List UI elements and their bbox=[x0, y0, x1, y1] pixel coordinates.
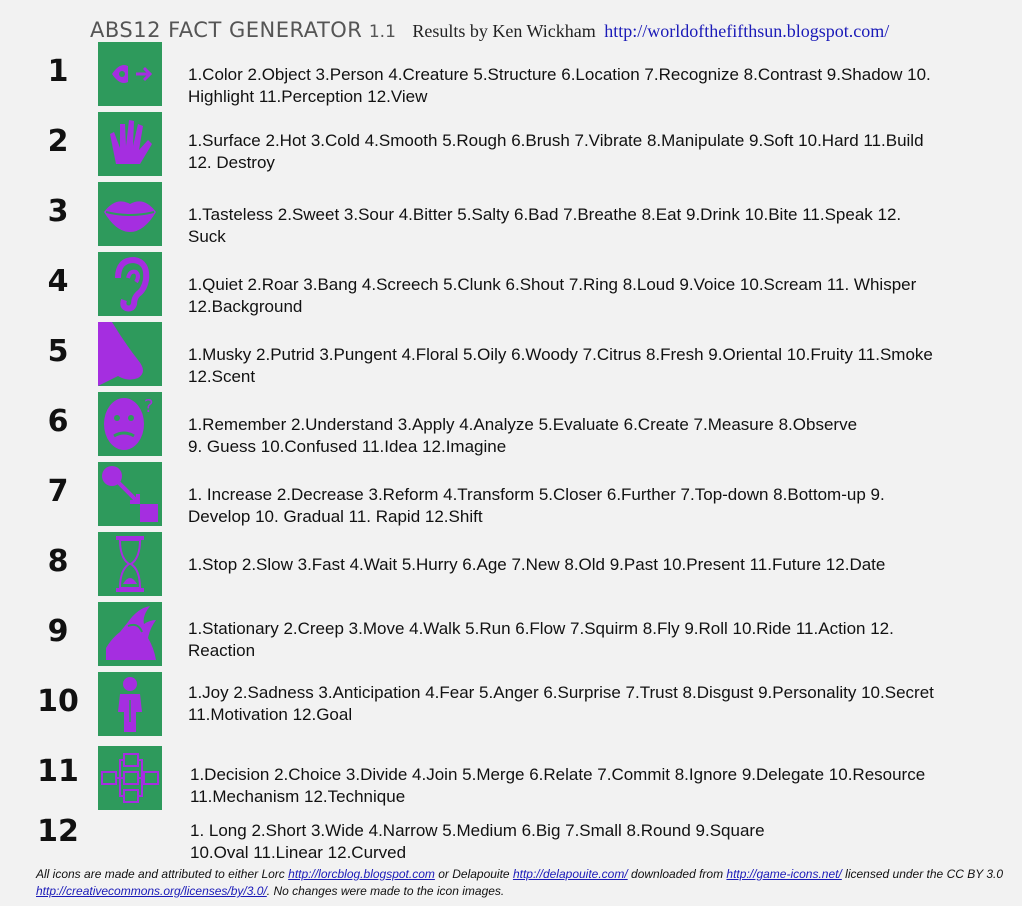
attribution-footer bbox=[36, 866, 1016, 900]
footer-text: All icons are made and attributed to either Lorc bbox=[36, 867, 289, 881]
license-link[interactable]: http://creativecommons.org/licenses/by/3.0/ bbox=[36, 884, 267, 898]
person-icon bbox=[98, 672, 162, 736]
row-line: 1.Quiet 2.Roar 3.Bang 4.Screech 5.Clunk 6.Shout 7.Ring 8.Loud 9.Voice 10.Scream 11. Whisper bbox=[188, 275, 917, 294]
row-line: 12.Scent bbox=[188, 367, 256, 386]
delapouite-link[interactable]: http://delapouite.com/ bbox=[512, 867, 628, 881]
ear-icon bbox=[98, 252, 162, 316]
row-line: Highlight 11.Perception 12.View bbox=[188, 87, 428, 106]
row-number: 7 bbox=[47, 474, 69, 509]
transform-icon bbox=[98, 462, 162, 526]
hand-icon bbox=[98, 112, 162, 176]
row-line: Develop 10. Gradual 11. Rapid 12.Shift bbox=[188, 507, 483, 526]
lips-icon bbox=[98, 182, 162, 246]
row-line: 9. Guess 10.Confused 11.Idea 12.Imagine bbox=[188, 437, 507, 456]
row-number: 12 bbox=[37, 814, 79, 849]
blog-link[interactable]: http://worldofthefifthsun.blogspot.com/ bbox=[604, 21, 890, 41]
game-icons-link[interactable]: http://game-icons.net/ bbox=[726, 867, 842, 881]
row-line: 1.Stationary 2.Creep 3.Move 4.Walk 5.Run 6.Flow 7.Squirm 8.Fly 9.Roll 10.Ride 11.Action 12. bbox=[188, 619, 894, 638]
row-text bbox=[188, 554, 1014, 576]
row-text bbox=[188, 484, 1014, 528]
lorc-link[interactable]: http://lorcblog.blogspot.com bbox=[288, 867, 435, 881]
row-line: 1.Surface 2.Hot 3.Cold 4.Smooth 5.Rough 6.Brush 7.Vibrate 8.Manipulate 9.Soft 10.Hard 11.Build bbox=[188, 131, 924, 150]
row-text bbox=[188, 618, 1014, 662]
row-text bbox=[188, 274, 1014, 318]
hourglass-icon bbox=[98, 532, 162, 596]
row-line: 1.Stop 2.Slow 3.Fast 4.Wait 5.Hurry 6.Age 7.New 8.Old 9.Past 10.Present 11.Future 12.Date bbox=[188, 555, 886, 574]
row-line: 1.Color 2.Object 3.Person 4.Creature 5.Structure 6.Location 7.Recognize 8.Contrast 9.Shadow 10. bbox=[188, 65, 931, 84]
row-line: 11.Motivation 12.Goal bbox=[188, 705, 353, 724]
row-number: 10 bbox=[37, 684, 79, 719]
row-line: 10.Oval 11.Linear 12.Curved bbox=[190, 843, 407, 862]
row-number: 5 bbox=[47, 334, 69, 369]
row-text bbox=[188, 130, 1014, 174]
app-title: ABS12 FACT GENERATOR bbox=[90, 18, 363, 42]
row-number: 8 bbox=[47, 544, 69, 579]
footer-text: downloaded from bbox=[627, 867, 727, 881]
nose-icon bbox=[98, 322, 162, 386]
row-text bbox=[188, 64, 1014, 108]
row-line: Suck bbox=[188, 227, 226, 246]
app-version: 1.1 bbox=[368, 22, 396, 42]
footer-text: or Delapouite bbox=[434, 867, 513, 881]
winged-foot-icon bbox=[98, 602, 162, 666]
footer-text: licensed under the CC BY 3.0 bbox=[841, 867, 1004, 881]
row-line: 1. Increase 2.Decrease 3.Reform 4.Transform 5.Closer 6.Further 7.Top-down 8.Bottom-up 9. bbox=[188, 485, 885, 504]
row-line: Reaction bbox=[188, 641, 256, 660]
byline: Results by Ken Wickham bbox=[412, 21, 596, 41]
row-number: 11 bbox=[37, 754, 79, 789]
row-number: 6 bbox=[47, 404, 69, 439]
row-text bbox=[190, 764, 1016, 808]
svg-text:?: ? bbox=[144, 396, 154, 417]
thinking-head-icon bbox=[98, 392, 162, 456]
row-text bbox=[190, 820, 1016, 864]
row-line: 1.Remember 2.Understand 3.Apply 4.Analyze 5.Evaluate 6.Create 7.Measure 8.Observe bbox=[188, 415, 858, 434]
row-text bbox=[188, 414, 1014, 458]
row-number: 2 bbox=[47, 124, 69, 159]
row-text bbox=[188, 682, 1014, 726]
row-line: 11.Mechanism 12.Technique bbox=[190, 787, 406, 806]
row-text bbox=[188, 204, 1014, 248]
page-header bbox=[90, 18, 889, 42]
row-line: 1.Tasteless 2.Sweet 3.Sour 4.Bitter 5.Salty 6.Bad 7.Breathe 8.Eat 9.Drink 10.Bite 11.Speak 12. bbox=[188, 205, 902, 224]
row-number: 1 bbox=[47, 54, 69, 89]
row-text bbox=[188, 344, 1014, 388]
footer-text: . No changes were made to the icon images. bbox=[266, 884, 505, 898]
row-number: 9 bbox=[47, 614, 69, 649]
flowchart-icon bbox=[98, 746, 162, 810]
row-line: 12.Background bbox=[188, 297, 303, 316]
row-line: 1.Musky 2.Putrid 3.Pungent 4.Floral 5.Oily 6.Woody 7.Citrus 8.Fresh 9.Oriental 10.Fruity 11.Smoke bbox=[188, 345, 933, 364]
eye-arrow-icon bbox=[98, 42, 162, 106]
row-line: 1. Long 2.Short 3.Wide 4.Narrow 5.Medium 6.Big 7.Small 8.Round 9.Square bbox=[190, 821, 765, 840]
row-line: 1.Decision 2.Choice 3.Divide 4.Join 5.Merge 6.Relate 7.Commit 8.Ignore 9.Delegate 10.Resource bbox=[190, 765, 926, 784]
row-number: 3 bbox=[47, 194, 69, 229]
row-number: 4 bbox=[47, 264, 69, 299]
row-line: 1.Joy 2.Sadness 3.Anticipation 4.Fear 5.Anger 6.Surprise 7.Trust 8.Disgust 9.Personality 10.Secret bbox=[188, 683, 934, 702]
row-line: 12. Destroy bbox=[188, 153, 275, 172]
